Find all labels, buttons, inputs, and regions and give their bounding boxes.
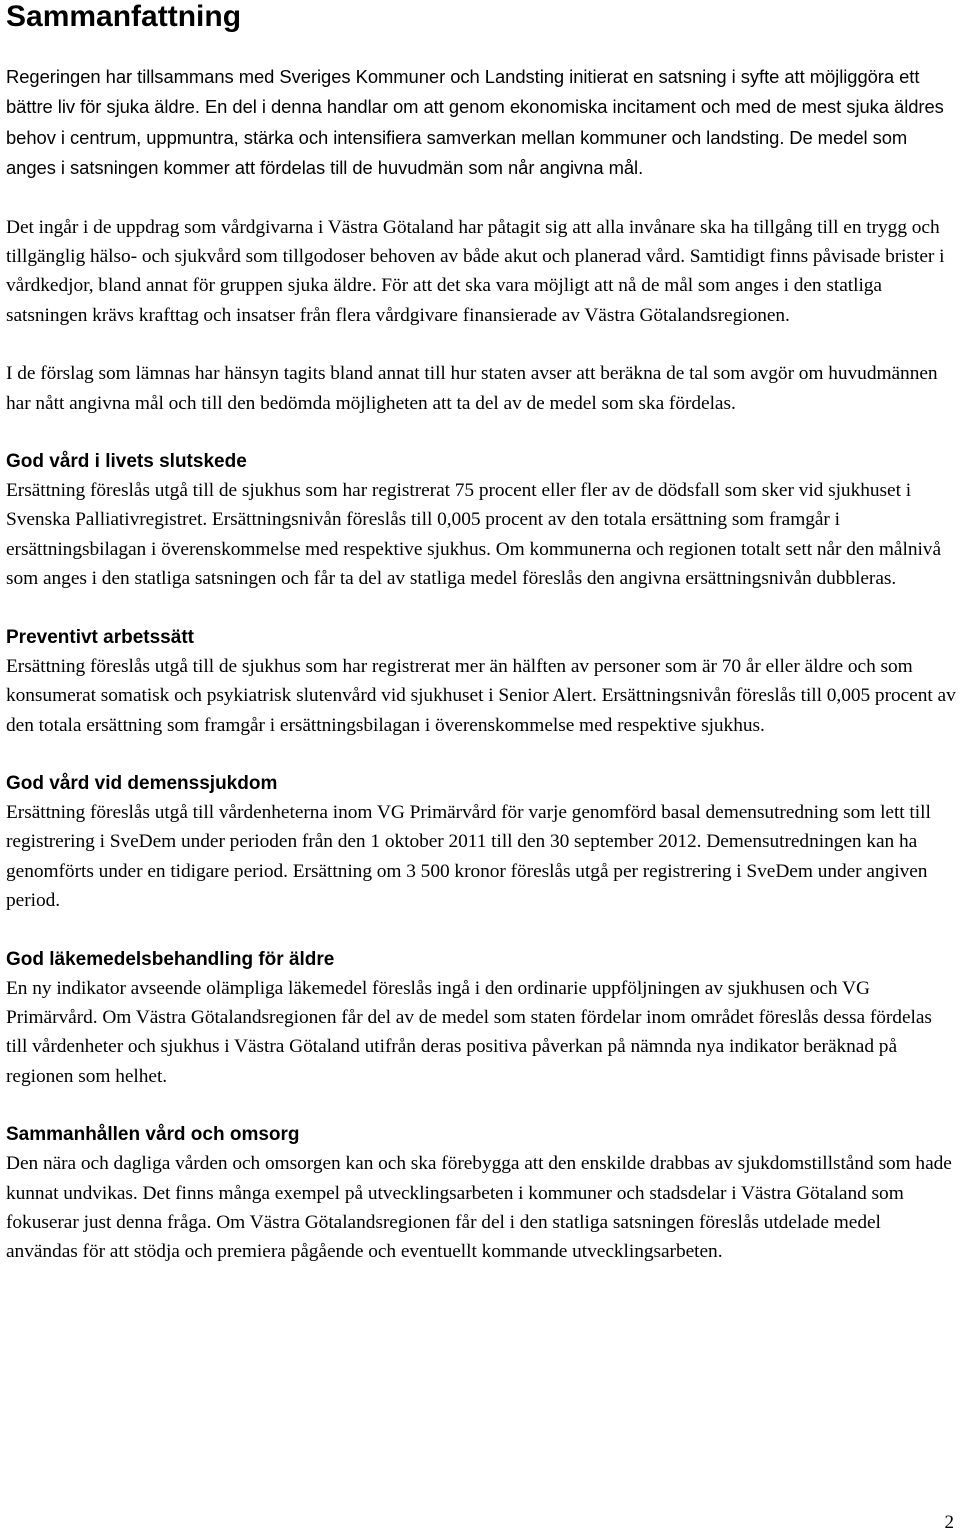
- intro-text-part-2: De medel som anges i satsningen kommer att fördelas till de huvudmän som når angivna mål.: [6, 126, 908, 179]
- section-heading: God läkemedelsbehandling för äldre: [6, 948, 335, 970]
- paragraph-forslag: I de förslag som lämnas har hänsyn tagits bland annat till hur staten avser att beräkna de tal som avgör om huvudmännen har nått angivna mål och till den bedömda möjligheten att ta del av de medel som ska fördelas.: [6, 363, 938, 414]
- section-sammanhallen-vard: [6, 1120, 956, 1267]
- section-text: En ny indikator avseende olämpliga läkemedel föreslås ingå i den ordinarie uppföljningen av sjukhusen och VG Primärvård. Om Västra Götalandsregionen får del av de medel som staten fördelar inom området föreslås dessa fördelas till vårdenheter och sjukhus i Västra Götaland utifrån deras positiva påverkan på nämnda nya indikator beräknad på regionen som helhet.: [6, 977, 932, 1087]
- section-heading: Sammanhållen vård och omsorg: [6, 1124, 300, 1146]
- section-text: Ersättning föreslås utgå till de sjukhus som har registrerat mer än hälften av personer som är 70 år eller äldre och som konsumerat somatisk och psykiatrisk slutenvård vid sjukhuset i Senior Alert. Ersättningsnivån föreslås till 0,005 procent av den totala ersättning som framgår i ersättningsbilagan i överenskommelse med respektive sjukhus.: [6, 655, 956, 736]
- section-text: Ersättning föreslås utgå till vårdenheterna inom VG Primärvård för varje genomförd basal demensutredning som lett till registrering i SveDem under perioden från den 1 oktober 2011 till den 30 september 2012. Demensutredningen kan ha genomförts under en tidigare period. Ersättning om 3 500 kronor föreslås utgå per registrering i SveDem under angiven period.: [6, 801, 931, 912]
- page-number: 2: [944, 1512, 954, 1533]
- section-heading: Preventivt arbetssätt: [6, 626, 194, 648]
- section-text: Den nära och dagliga vården och omsorgen kan och ska förebygga att den enskilde drabbas av sjukdomstillstånd som hade kunnat undvikas. Det finns många exempel på utvecklingsarbeten i kommuner och stadsdelar i Västra Götaland som fokuserar just denna fråga. Om Västra Götalandsregionen får del i den statliga satsningen föreslås utdelade medel användas för att stödja och premiera pågående och eventuellt kommande utvecklingsarbeten.: [6, 1153, 952, 1263]
- intro-paragraph: [6, 62, 956, 184]
- document-page: [6, 0, 956, 1267]
- section-lakemedelsbehandling: [6, 945, 956, 1092]
- section-demenssjukdom: [6, 769, 956, 916]
- section-heading: God vård vid demenssjukdom: [6, 772, 278, 794]
- page-title: Sammanfattning: [6, 0, 242, 33]
- section-heading: God vård i livets slutskede: [6, 451, 247, 473]
- section-preventivt-arbetssatt: [6, 623, 956, 740]
- section-text: Ersättning föreslås utgå till de sjukhus som har registrerat 75 procent eller fler av de dödsfall som sker vid sjukhuset i Svenska Palliativregistret. Ersättningsnivån föreslås till 0,005 procent av den totala ersättning som framgår i ersättningsbilagan i överenskommelse med respektive sjukhus. Om kommunerna och regionen totalt sett når den målnivå som anges i den statliga satsningen och får ta del av statliga medel föreslås den angivna ersättningsnivån dubbleras.: [6, 480, 942, 590]
- intro-text-part-1: Regeringen har tillsammans med Sveriges Kommuner och Landsting initierat en satsning i syfte att möjliggöra ett bättre liv för sjuka äldre. En del i denna handlar om att genom ekonomiska incitament och med de mest sjuka äldres behov i centrum, uppmuntra, stärka och intensifiera samverkan mellan kommuner och landsting.: [6, 66, 944, 148]
- paragraph-vardgivare: Det ingår i de uppdrag som vårdgivarna i Västra Götaland har påtagit sig att alla invånare ska ha tillgång till en trygg och tillgänglig hälso- och sjukvård som tillgodoser behoven av både akut och planerad vård. Samtidigt finns påvisade brister i vårdkedjor, bland annat för gruppen sjuka äldre. För att det ska vara möjligt att nå de mål som anges i den statliga satsningen krävs krafttag och insatser från flera vårdgivare finansierade av Västra Götalandsregionen.: [6, 216, 945, 326]
- section-livets-slutskede: [6, 447, 956, 594]
